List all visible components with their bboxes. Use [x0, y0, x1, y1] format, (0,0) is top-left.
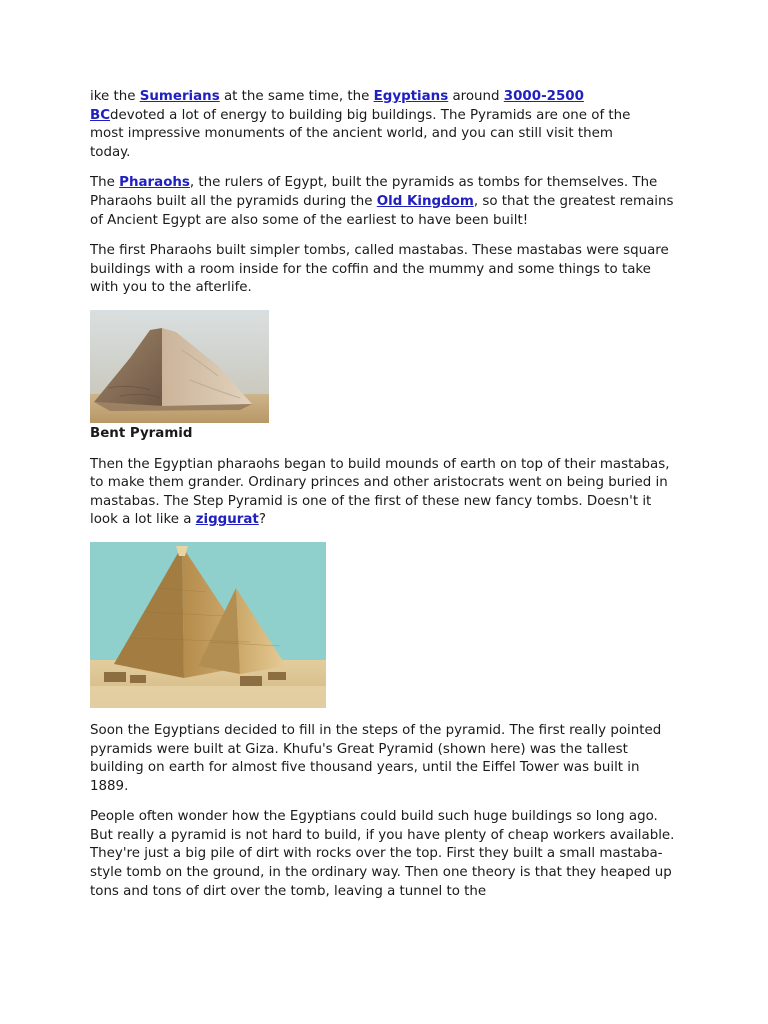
giza-pyramids-image	[90, 542, 326, 708]
paragraph-pharaohs	[90, 174, 682, 230]
text-run: around	[448, 89, 504, 104]
link-ziggurat[interactable]: ziggurat	[195, 512, 259, 528]
link-pharaohs[interactable]: Pharaohs	[119, 175, 190, 191]
paragraph-construction: People often wonder how the Egyptians could build such huge buildings so long ago. But really a pyramid is not hard to build, if you have plenty of cheap workers available. They're just a big pile of dirt with rocks over the top. First they built a small mastaba-style tomb on the ground, in the ordinary way. Then one theory is that they heaped up tons and tons of dirt over the tomb, leaving a tunnel to the	[90, 809, 675, 899]
link-sumerians[interactable]: Sumerians	[139, 89, 220, 104]
text-run: at the same time, the	[219, 89, 374, 104]
paragraph-mastabas: The first Pharaohs built simpler tombs, called mastabas. These mastabas were square buildings with a room inside for the coffin and the mummy and some things to take with you to the afterlife.	[90, 243, 669, 296]
link-old-kingdom[interactable]: Old Kingdom	[376, 193, 474, 209]
text-run: The	[90, 175, 120, 191]
bent-pyramid-caption: Bent Pyramid	[90, 425, 193, 441]
bent-pyramid-image	[90, 310, 269, 423]
paragraph-intro	[90, 88, 650, 162]
link-egyptians[interactable]: Egyptians	[373, 89, 449, 104]
text-run: , the rulers of Egypt, built the pyramids as tombs for themselves. The Pharaohs built all the pyramids during the	[90, 175, 658, 209]
link-date[interactable]: 3000-2500 BC	[90, 89, 584, 123]
text-run: Then the Egyptian pharaohs began to build mounds of earth on top of their mastabas, to make them grander. Ordinary princes and other aristocrats went on being buried in mastabas. The Step Pyramid is one of the first of these new fancy tombs. Doesn't it look a lot like a	[90, 456, 670, 528]
paragraph-giza: Soon the Egyptians decided to fill in the steps of the pyramid. The first really pointed pyramids were built at Giza. Khufu's Great Pyramid (shown here) was the tallest building on earth for almost five thousand years, until the Eiffel Tower was built in 1889.	[90, 722, 662, 794]
text-run: devoted a lot of energy to building big buildings. The Pyramids are one of the most impressive monuments of the ancient world, and you can still visit them today.	[90, 107, 631, 160]
paragraph-step-pyramid	[90, 456, 682, 530]
text-run: ike the	[90, 89, 140, 104]
text-run: ?	[258, 512, 266, 528]
text-run: , so that the greatest remains of Ancient Egypt are also some of the earliest to have been built!	[90, 193, 674, 228]
article	[90, 88, 682, 913]
